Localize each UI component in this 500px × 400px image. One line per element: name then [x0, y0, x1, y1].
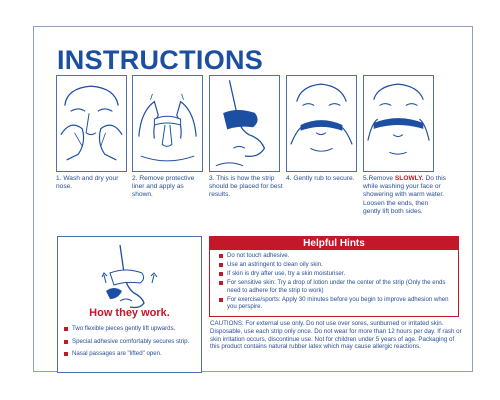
- bullet-icon: [219, 281, 223, 285]
- bullet-icon: [219, 298, 223, 302]
- how-they-work-box: [57, 236, 202, 373]
- list-item: Nasal passages are "lifted" open.: [64, 350, 200, 358]
- step-5-emphasis: SLOWLY.: [394, 175, 424, 182]
- step-5-illustration: [363, 75, 434, 172]
- list-item: For exercise/sports: Apply 30 minutes before you begin to improve adhesion when you perspire.: [219, 296, 452, 311]
- step-1-text: 1. Wash and dry your nose.: [56, 175, 119, 191]
- step-4-illustration: [286, 75, 357, 172]
- step-3-text: 3. This is how the strip should be placed for best results.: [209, 175, 283, 199]
- bullet-icon: [219, 263, 223, 267]
- helpful-hints-box: [209, 236, 459, 317]
- bullet-icon: [219, 272, 223, 276]
- list-item: Use an astringent to clean oily skin.: [219, 261, 452, 269]
- list-item: For sensitive skin: Try a drop of lotion under the center of the strip (Only the ends need to adhere for the strip to work): [219, 279, 452, 294]
- list-item: If skin is dry after use, try a skin moisturiser.: [219, 270, 452, 278]
- how-they-work-title: How they work.: [89, 307, 170, 319]
- how-they-work-list: [64, 325, 200, 363]
- step-4-text: 4. Gently rub to secure.: [286, 175, 355, 182]
- nose-strip-diagram: [100, 243, 162, 313]
- instruction-sheet: [33, 26, 473, 372]
- list-item: Two flexible pieces gently lift upwards.: [64, 325, 200, 333]
- page-title: INSTRUCTIONS: [57, 45, 264, 75]
- step-5-prefix: 5.Remove: [363, 175, 395, 182]
- step-2-illustration: [132, 75, 203, 172]
- cautions-text: CAUTIONS: For external use only. Do not use over sores, sunburned or irritated skin. Disposable, use each strip only once. Do not wear for more than 12 hours per day. If rash or skin irritation occurs, discontinue use. Not for children under 5 years of age. Packaging of this product contains natural rubber latex which may cause allergic reactions.: [210, 320, 462, 351]
- bullet-icon: [219, 254, 223, 258]
- step-5-rest: Do this while washing your face or showering with warm water. Loosen the ends, then gently lift both sides.: [363, 175, 446, 215]
- step-5-text: [363, 175, 447, 216]
- bullet-icon: [64, 340, 68, 344]
- step-1-illustration: [56, 75, 127, 172]
- step-3-illustration: [209, 75, 280, 172]
- step-2-text: 2. Remove protective liner and apply as shown.: [132, 175, 195, 199]
- helpful-hints-list: [210, 250, 458, 311]
- list-item: Special adhesive comfortably secures strip.: [64, 338, 200, 346]
- list-item: Do not touch adhesive.: [219, 252, 452, 260]
- bullet-icon: [64, 352, 68, 356]
- helpful-hints-title: Helpful Hints: [210, 237, 458, 250]
- bullet-icon: [64, 327, 68, 331]
